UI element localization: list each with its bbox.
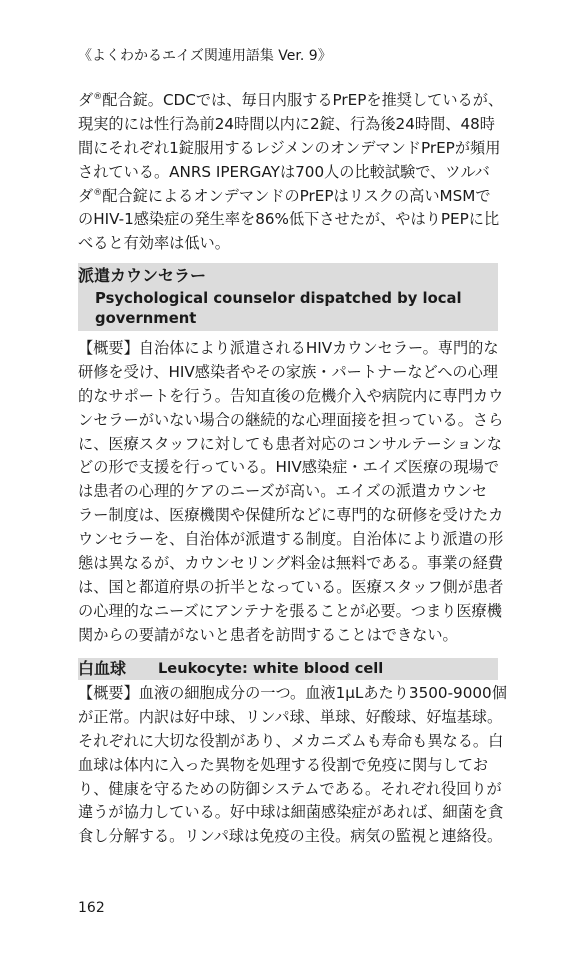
- text-line: 違うが協力している。好中球は細菌感染症があれば、細菌を貪: [78, 803, 504, 822]
- text-line: のHIV-1感染症の発生率を86%低下させたが、やはりPEPに比: [78, 210, 500, 229]
- text-line: 【概要】血液の細胞成分の一つ。血液1μLあたり3500-9000個: [78, 684, 507, 702]
- term-title-en-line: Psychological counselor dispatched by local: [95, 290, 462, 307]
- text-line: されている。ANRS IPERGAYは700人の比較試験で、ツルバ: [78, 162, 490, 181]
- text-line: べると有効率は低い。: [78, 234, 230, 253]
- text-line: は患者の心理的ケアのニーズが高い。エイズの派遣カウンセ: [78, 482, 488, 501]
- text-line: 食し分解する。リンパ球は免疫の主役。病気の監視と連絡役。: [78, 827, 503, 846]
- text-line: 現実的には性行為前24時間以内に2錠、行為後24時間、48時: [78, 114, 495, 133]
- text-line: ダ®配合錠。CDCでは、毎日内服するPrEPを推奨しているが、: [78, 91, 504, 109]
- text-line: ラー制度は、医療機関や保健所などに専門的な研修を受けたカ: [78, 506, 504, 525]
- text-line: 関からの要請がないと患者を訪問することはできない。: [78, 625, 458, 644]
- term-title-en: [95, 289, 462, 329]
- term-title-en-line: government: [95, 310, 197, 327]
- intro-paragraph: [78, 89, 504, 256]
- text-line: の心理的なニーズにアンテナを張ることが必要。つまり医療機: [78, 601, 502, 620]
- registered-mark: ®: [93, 92, 103, 102]
- text-line: 血球は体内に入った異物を処理する役割で免疫に関与してお: [78, 755, 489, 774]
- text-line: に、医療スタッフに対しても患者対応のコンサルテーションな: [78, 434, 502, 453]
- term-description-haken-counselor: [78, 337, 504, 648]
- term-heading-leukocyte: [78, 658, 498, 680]
- term-title-ja: 白血球: [78, 659, 127, 678]
- term-title-ja: 派遣カウンセラー: [78, 266, 207, 285]
- term-heading-haken-counselor: [78, 263, 498, 331]
- term-title-en: Leukocyte: white blood cell: [158, 660, 384, 677]
- text-line: ウンセラーを、自治体が派遣する制度。自治体により派遣の形: [78, 530, 504, 549]
- text-line: どの形で支援を行っている。HIV感染症・エイズ医療の現場で: [78, 458, 500, 477]
- text-line: 間にそれぞれ1錠服用するレジメンのオンデマンドPrEPが頻用: [78, 138, 501, 157]
- text-line: 【概要】自治体により派遣されるHIVカウンセラー。専門的な: [78, 339, 499, 357]
- text-line: ンセラーがいない場合の継続的な心理面接を担っている。さら: [78, 410, 504, 429]
- running-header: 《よくわかるエイズ関連用語集 Ver. 9》: [78, 48, 332, 64]
- text-line: が正常。内訳は好中球、リンパ球、単球、好酸球、好塩基球。: [78, 707, 503, 726]
- text-line: 的なサポートを行う。告知直後の危機介入や病院内に専門カウ: [78, 386, 504, 405]
- text-line: り、健康を守るための防御システムである。それぞれ役回りが: [78, 779, 502, 798]
- text-line: ダ®配合錠によるオンデマンドのPrEPはリスクの高いMSMで: [78, 186, 491, 205]
- text-line: は、国と都道府県の折半となっている。医療スタッフ側が患者: [78, 577, 504, 596]
- text-line: それぞれに大切な役割があり、メカニズムも寿命も異なる。白: [78, 731, 504, 750]
- page-number: 162: [78, 900, 105, 916]
- registered-mark: ®: [93, 187, 103, 198]
- text-line: 研修を受け、HIV感染者やその家族・パートナーなどへの心理: [78, 362, 498, 381]
- text-line: 態は異なるが、カウンセリング料金は無料である。事業の経費: [78, 554, 503, 573]
- term-description-leukocyte: [78, 682, 507, 849]
